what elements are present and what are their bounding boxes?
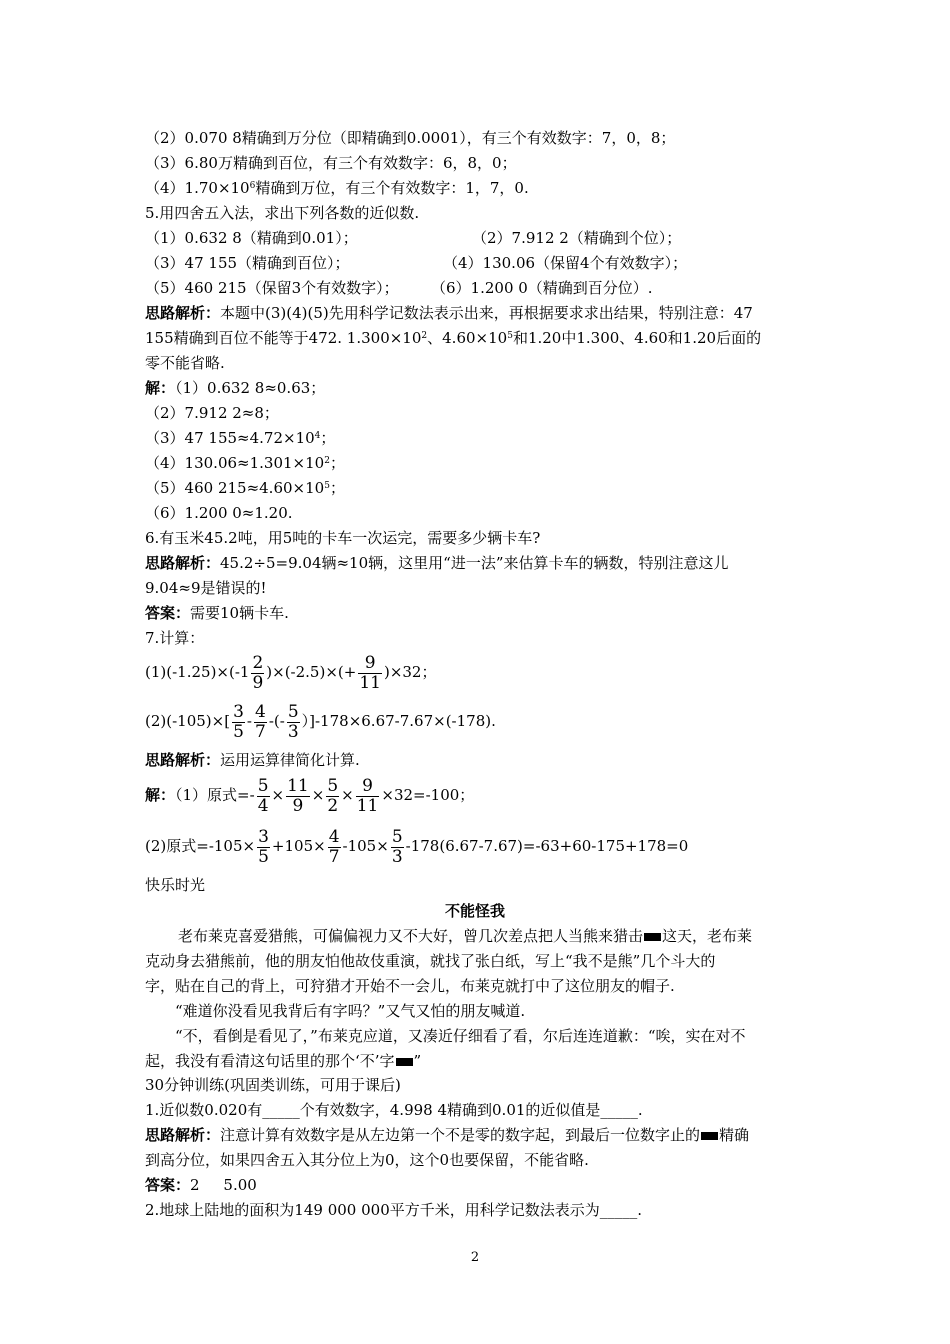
story-line: 字，贴在自己的背上，可狩猎才开始不一会儿，布莱克就打中了这位朋友的帽子. — [145, 977, 675, 995]
text-line: （5）460 215（保留3个有效数字）； — [145, 279, 399, 297]
question-5: 5.用四舍五入法，求出下列各数的近似数. — [145, 204, 420, 222]
solution-7-2: (2)原式=-105× $\frac{3}{5}$ +105× $\frac{4}{7}$ -105× $\frac{5}{3}$ -178(6.67-7.67)=-63+60-175+178=0 — [145, 826, 689, 867]
text-line: $(4)130.06\approx 1.301\times 10^2$； — [145, 454, 345, 472]
expression-1: (1)(-1.25)×(-1 $\frac{2}{9}$ )×(-2.5)×(+ $\frac{9}{11}$ )×32； — [145, 652, 437, 693]
fraction: $\frac{9}{11}$ — [359, 652, 381, 693]
story-line: 老布莱克喜爱猎熊，可偏偏视力又不大好，曾几次差点把人当熊来猎击 这天，老布莱 — [178, 927, 753, 945]
thinking-t1: 思路解析：注意计算有效数字是从左边第一个不是零的数字起，到最后一位数字止的 精确 — [145, 1126, 750, 1144]
story-line: 克动身去猎熊前，他的朋友怕他故伎重演，就找了张白纸，写上“我不是熊”几个斗大的 — [145, 952, 716, 970]
ellipsis-mark — [396, 1058, 413, 1066]
question-6: 6.有玉米45.2吨，用5吨的卡车一次运完，需要多少辆卡车? — [145, 529, 541, 547]
text-line: （6）1.200 0（精确到百分位）. — [431, 279, 653, 297]
training-question-1: 1.近似数0.020有_____个有效数字，4.998 4精确到0.01的近似值是_____. — [145, 1101, 643, 1119]
ellipsis-mark — [701, 1132, 718, 1140]
story-line: 起，我没有看清这句话里的那个‘不’字 ” — [145, 1052, 422, 1070]
section-label: 快乐时光 — [145, 876, 206, 894]
story-title: 不能怪我 — [444, 902, 505, 920]
text-line: （4）130.06（保留4个有效数字）； — [443, 254, 688, 272]
text-line: $(4)1.70\times 10^6$精确到万位，有三个有效数字：1，7，0. — [145, 179, 529, 197]
fraction: $\frac{5}{2}$ — [327, 775, 339, 816]
story-line: “难道你没看见我背后有字吗？”又气又怕的朋友喊道. — [175, 1002, 526, 1020]
text-line: （2）0.070 8精确到万分位（即精确到0.0001），有三个有效数字：7，0，8； — [145, 129, 676, 147]
text-line: （5）460 $215\approx 4.60\times 10^5$； — [145, 479, 345, 497]
question-7: 7.计算： — [145, 629, 205, 647]
text-line: 9.04≈9是错误的! — [145, 579, 267, 597]
fraction: $\frac{3}{5}$ — [233, 701, 244, 742]
text-line: （3）6.80万精确到百位，有三个有效数字：6，8，0； — [145, 154, 517, 172]
fraction: $\frac{5}{4}$ — [257, 775, 269, 816]
text-line: 到高分位，如果四舍五入其分位上为0，这个0也要保留，不能省略. — [145, 1151, 589, 1169]
story-line: “不，看倒是看见了，”布莱克应道，又凑近仔细看了看，尔后连连道歉：“唉，实在对不 — [175, 1027, 746, 1045]
answer-6: 答案：需要10辆卡车. — [145, 604, 289, 622]
section-label: 30分钟训练(巩固类训练，可用于课后) — [145, 1076, 401, 1094]
text-line: （1）0.632 8（精确到0.01）； — [145, 229, 358, 247]
answer-t1: 答案：2 5.00 — [145, 1176, 257, 1194]
fraction: $\frac{9}{11}$ — [356, 775, 379, 816]
text-line: （3）47 $155\approx 4.72\times 10^4$； — [145, 429, 336, 447]
fraction: $\frac{5}{3}$ — [287, 701, 299, 742]
text-line: 零不能省略. — [145, 354, 225, 372]
thinking-6: 思路解析：45.2÷5=9.04辆≈10辆，这里用“进一法”来估算卡车的辆数，特别注意这儿 — [145, 554, 729, 572]
page-number: 2 — [470, 1250, 480, 1265]
fraction: $\frac{4}{7}$ — [328, 826, 340, 867]
training-question-2: 2.地球上陆地的面积为149 000 000平方千米，用科学记数法表示为_____. — [145, 1201, 643, 1219]
fraction: $\frac{3}{5}$ — [258, 826, 269, 867]
text-line: （6）1.200 0≈1.20. — [145, 504, 293, 522]
thinking-5: 思路解析：本题中(3)(4)(5)先用科学记数法表示出来，再根据要求求出结果，特别注意：47 — [145, 304, 753, 322]
thinking-7: 思路解析：运用运算律简化计算. — [145, 751, 360, 769]
text-line: （3）47 155（精确到百位）； — [145, 254, 350, 272]
solution-7-1: 解：（1）原式=- $\frac{5}{4}$ × $\frac{11}{9}$ × $\frac{5}{2}$ × $\frac{9}{11}$ ×32=-100； — [145, 775, 475, 816]
text-line: （2）7.912 2（精确到个位）； — [472, 229, 682, 247]
text-line: 155精确到百位不能等于472. $1.300\times 10^2$、$4.60\times 10^5$和1.20中1.300、4.60和1.20后面的 — [145, 329, 762, 347]
fraction: $\frac{11}{9}$ — [287, 775, 309, 816]
fraction: $\frac{5}{3}$ — [391, 826, 403, 867]
text-line: （2）7.912 2≈8； — [145, 404, 279, 422]
expression-2: (2)(-105)×[ $\frac{3}{5}$ - $\frac{4}{7}$ -(- $\frac{5}{3}$ ）]-178×6.67-7.67×(-178). — [145, 701, 496, 742]
fraction: $\frac{4}{7}$ — [254, 701, 266, 742]
ellipsis-mark — [644, 933, 661, 941]
fraction: $\frac{2}{9}$ — [252, 652, 264, 693]
solution-5: 解：（1）0.632 8≈0.63； — [145, 379, 326, 397]
